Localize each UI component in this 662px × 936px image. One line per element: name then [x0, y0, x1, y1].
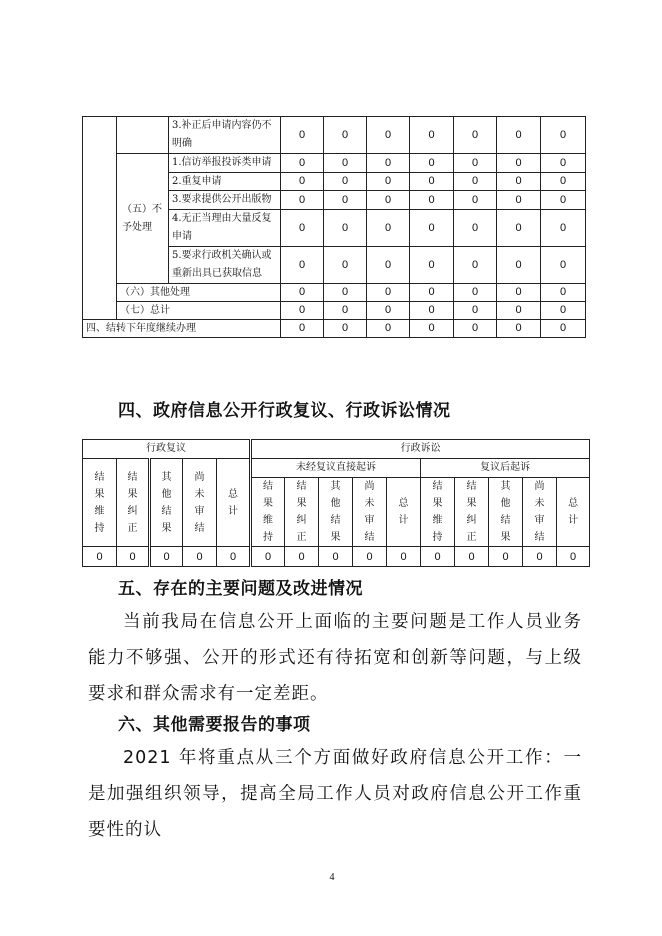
cell-value: 0	[497, 117, 541, 154]
cell-value: 0	[324, 302, 367, 320]
cell-value: 0	[324, 191, 367, 210]
cell-value: 0	[324, 154, 367, 173]
cell-value: 0	[367, 284, 410, 302]
column-header: 结 果 纠 正	[117, 459, 150, 547]
cell-value: 0	[541, 320, 586, 338]
cell-value: 0	[541, 302, 586, 320]
cell-value: 0	[281, 284, 324, 302]
column-header: 总 计	[557, 478, 590, 547]
cell-value: 0	[410, 320, 454, 338]
cell-value: 0	[454, 320, 497, 338]
cell-value: 0	[367, 247, 410, 284]
cell-value: 0	[281, 210, 324, 247]
row-label: 3.要求提供公开出版物	[169, 191, 281, 210]
cell-value: 0	[281, 117, 324, 154]
cell-value: 0	[557, 547, 590, 567]
cell-value: 0	[83, 547, 117, 567]
cell-value: 0	[410, 173, 454, 191]
cell-value: 0	[217, 547, 251, 567]
cell-value: 0	[324, 210, 367, 247]
table-row	[83, 117, 586, 154]
cell-value: 0	[367, 191, 410, 210]
cell-value: 0	[281, 302, 324, 320]
cell-value: 0	[497, 154, 541, 173]
cell-value: 0	[410, 191, 454, 210]
column-header: 结 果 维 持	[251, 478, 285, 547]
cell-value: 0	[454, 284, 497, 302]
cell-value: 0	[410, 247, 454, 284]
cell-value: 0	[497, 210, 541, 247]
cell-value: 0	[367, 117, 410, 154]
cell-value: 0	[367, 154, 410, 173]
group-cell	[117, 117, 169, 154]
cell-value: 0	[251, 547, 285, 567]
page-number: 4	[329, 872, 335, 883]
table-header-row	[83, 459, 590, 478]
table-row	[83, 320, 586, 338]
section-5-paragraph: 当前我局在信息公开上面临的主要问题是工作人员业务能力不够强、公开的形式还有待拓宽和创新等问题，与上级要求和群众需求有一定差距。	[88, 612, 582, 704]
cell-value: 0	[489, 547, 523, 567]
table-row	[83, 547, 590, 567]
cell-value: 0	[454, 117, 497, 154]
row-label: （六）其他处理	[117, 284, 281, 302]
cell-value: 0	[183, 547, 217, 567]
cell-value: 0	[117, 547, 150, 567]
column-header: 结 果 纠 正	[285, 478, 319, 547]
column-header: 总 计	[387, 478, 421, 547]
table-header-row	[83, 440, 590, 459]
cell-value: 0	[367, 173, 410, 191]
cell-value: 0	[367, 210, 410, 247]
header-litigation: 行政诉讼	[251, 440, 590, 459]
row-label: 4.无正当理由大量反复申请	[169, 210, 281, 247]
table-row	[83, 154, 586, 173]
cell-value: 0	[281, 154, 324, 173]
row-label: 5.要求行政机关确认或重新出具已获取信息	[169, 247, 281, 284]
cell-value: 0	[455, 547, 489, 567]
cell-value: 0	[387, 547, 421, 567]
cell-value: 0	[324, 284, 367, 302]
cell-value: 0	[541, 247, 586, 284]
cell-value: 0	[324, 320, 367, 338]
cell-value: 0	[410, 284, 454, 302]
cell-value: 0	[353, 547, 387, 567]
cell-value: 0	[324, 247, 367, 284]
cell-value: 0	[367, 302, 410, 320]
cell-value: 0	[281, 173, 324, 191]
cell-value: 0	[541, 191, 586, 210]
section-6-heading: 六、其他需要报告的事项	[118, 715, 311, 735]
column-header: 其 他 结 果	[150, 459, 183, 547]
cell-value: 0	[454, 154, 497, 173]
column-header: 结 果 维 持	[83, 459, 117, 547]
cell-value: 0	[324, 173, 367, 191]
cell-value: 0	[541, 173, 586, 191]
outer-group-cell	[83, 117, 117, 320]
cell-value: 0	[523, 547, 557, 567]
cell-value: 0	[421, 547, 455, 567]
cell-value: 0	[454, 302, 497, 320]
column-header: 其 他 结 果	[319, 478, 353, 547]
row-label: （七）总计	[117, 302, 281, 320]
cell-value: 0	[541, 154, 586, 173]
column-header: 结 果 维 持	[421, 478, 455, 547]
column-header: 总 计	[217, 459, 251, 547]
cell-value: 0	[410, 210, 454, 247]
cell-value: 0	[497, 173, 541, 191]
section-5-heading: 五、存在的主要问题及改进情况	[118, 579, 363, 599]
column-header: 尚 未 审 结	[353, 478, 387, 547]
row-label: 2.重复申请	[169, 173, 281, 191]
cell-value: 0	[454, 191, 497, 210]
cell-value: 0	[281, 191, 324, 210]
cell-value: 0	[541, 210, 586, 247]
table-row	[83, 284, 586, 302]
cell-value: 0	[541, 117, 586, 154]
handling-results-table	[82, 116, 586, 338]
cell-value: 0	[497, 284, 541, 302]
column-header: 尚 未 审 结	[183, 459, 217, 547]
section-4-heading: 四、政府信息公开行政复议、行政诉讼情况	[118, 401, 451, 421]
row-label: 四、结转下年度继续办理	[83, 320, 281, 338]
cell-value: 0	[324, 117, 367, 154]
group-five-label: （五）不予处理	[117, 154, 169, 284]
cell-value: 0	[497, 247, 541, 284]
section-6-paragraph: 2021 年将重点从三个方面做好政府信息公开工作：一是加强组织领导，提高全局工作人员对政府信息公开工作重要性的认	[88, 748, 582, 840]
cell-value: 0	[497, 191, 541, 210]
header-direct: 未经复议直接起诉	[251, 459, 421, 478]
cell-value: 0	[454, 210, 497, 247]
cell-value: 0	[410, 302, 454, 320]
column-header: 结 果 纠 正	[455, 478, 489, 547]
cell-value: 0	[367, 320, 410, 338]
row-label: 1.信访举报投诉类申请	[169, 154, 281, 173]
cell-value: 0	[285, 547, 319, 567]
cell-value: 0	[454, 173, 497, 191]
cell-value: 0	[497, 320, 541, 338]
row-label: 3.补正后申请内容仍不明确	[169, 117, 281, 154]
table-row	[83, 302, 586, 320]
cell-value: 0	[319, 547, 353, 567]
header-review: 行政复议	[83, 440, 251, 459]
cell-value: 0	[281, 320, 324, 338]
review-litigation-table	[82, 439, 590, 567]
cell-value: 0	[454, 247, 497, 284]
cell-value: 0	[497, 302, 541, 320]
cell-value: 0	[410, 154, 454, 173]
cell-value: 0	[541, 284, 586, 302]
column-header: 其 他 结 果	[489, 478, 523, 547]
cell-value: 0	[410, 117, 454, 154]
header-after-review: 复议后起诉	[421, 459, 590, 478]
cell-value: 0	[281, 247, 324, 284]
cell-value: 0	[150, 547, 183, 567]
column-header: 尚 未 审 结	[523, 478, 557, 547]
